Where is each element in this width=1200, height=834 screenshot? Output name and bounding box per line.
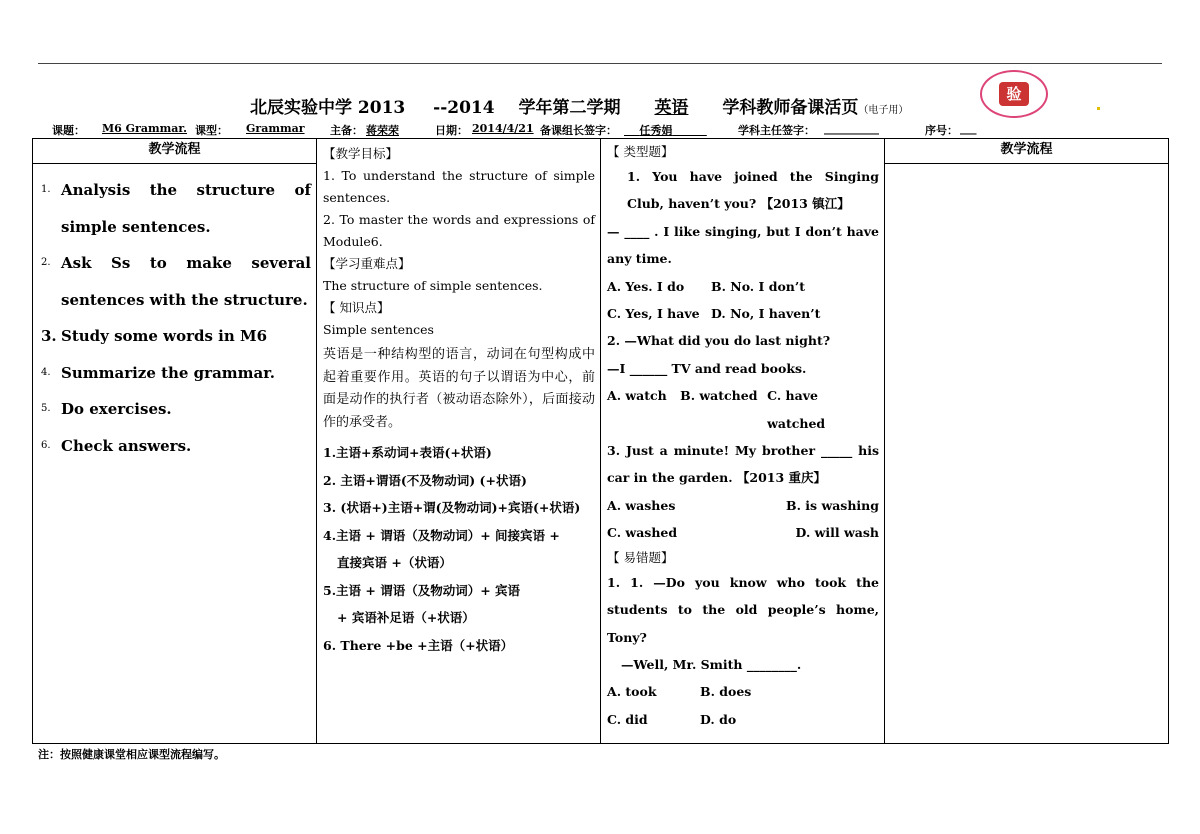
q1-option-b: B. No. I don’t	[711, 278, 806, 294]
q3-option-b: B. is washing	[786, 497, 879, 513]
pattern-2: 2. 主语+谓语(不及物动词) (+状语)	[323, 472, 527, 488]
error-question-1: 1. 1. —Do you know who took the students to the old people’s home, Tony?	[607, 574, 879, 645]
flow-column-right	[885, 139, 1169, 744]
pattern-3: 3. (状语+)主语+谓(及物动词)+宾语(+状语)	[323, 500, 581, 515]
q3-option-a: A. washes	[607, 497, 676, 513]
e1-option-b: B. does	[700, 684, 752, 700]
date-value: 2014/4/21	[472, 122, 534, 135]
topic-label: 课题：	[52, 124, 85, 137]
pattern-5b: + 宾语补足语（+状语）	[337, 610, 475, 625]
title-edition: （电子用）	[858, 105, 909, 116]
q3-option-c: C. washed	[607, 525, 678, 541]
list-item: 1. Analysis the structure of simple sentences.	[41, 181, 311, 236]
goal-1: 1. To understand the structure of simple sentences.	[323, 168, 595, 205]
footnote: 注：按照健康课堂相应课型流程编写。	[38, 748, 225, 761]
top-rule	[38, 63, 1162, 64]
table-row	[33, 139, 1169, 744]
goals-column	[317, 139, 601, 744]
director-value: __________	[824, 122, 879, 135]
e1-option-a: A. took	[607, 684, 657, 700]
list-item: 5. Do exercises.	[41, 400, 172, 418]
q2-option-a: A. watch	[607, 388, 667, 404]
goals-header: 【教学目标】	[323, 146, 399, 161]
title-subject: 英语	[654, 98, 689, 118]
group-leader-label: 备课组长签字：	[540, 124, 617, 137]
type-value: Grammar	[246, 122, 305, 135]
title-school: 北辰实验中学 2013	[250, 98, 406, 118]
knowledge-text: 英语是一种结构型的语言，动词在句型构成中起着重要作用。英语的句子以谓语为中心，前面是动作的执行者（被动语态除外），后面接动作的承受者。	[323, 347, 595, 430]
q1-option-d: D. No, I haven’t	[711, 306, 821, 322]
list-item: 3. Study some words in M6	[41, 327, 268, 345]
question-2-reply: —I ______ TV and read books.	[607, 360, 807, 376]
typical-questions-header: 【 类型题】	[607, 144, 674, 159]
flow-steps-list	[41, 172, 316, 464]
page-title	[250, 93, 908, 118]
serial-label: 序号：	[925, 124, 958, 137]
pattern-5a: 5.主语 + 谓语（及物动词）+ 宾语	[323, 582, 521, 598]
q1-option-a: A. Yes. I do	[607, 278, 685, 294]
title-role: 学科教师备课活页	[722, 98, 859, 118]
group-leader-value: 任秀娟	[639, 124, 673, 137]
focus-text: The structure of simple sentences.	[323, 278, 543, 293]
pattern-4b: 直接宾语 +（状语）	[337, 555, 452, 570]
lesson-plan-table	[32, 138, 1169, 744]
e1-option-c: C. did	[607, 711, 648, 727]
flow-header-right: 教学流程	[885, 139, 1168, 164]
question-1-reply: — ____ . I like singing, but I don’t have any time.	[607, 223, 879, 267]
q2-option-c: C. have watched	[767, 388, 826, 431]
topic-value: M6 Grammar.	[102, 122, 187, 135]
pattern-4a: 4.主语 + 谓语（及物动词）+ 间接宾语 +	[323, 527, 560, 543]
knowledge-header: 【 知识点】	[323, 300, 390, 315]
list-item: 2. Ask Ss to make several sentences with the structure.	[41, 254, 311, 309]
question-1: 1. You have joined the Singing Club, haven’t you? 【2013 镇江】	[627, 169, 879, 212]
knowledge-title: Simple sentences	[323, 322, 434, 337]
focus-header: 【学习重难点】	[323, 256, 411, 271]
goal-2: 2. To master the words and expressions of Module6.	[323, 212, 595, 249]
flow-column	[33, 139, 317, 744]
q2-option-b: B. watched	[680, 388, 758, 404]
decorative-dot	[1097, 107, 1100, 110]
question-3: 3. Just a minute! My brother _____ his car in the garden. 【2013 重庆】	[607, 443, 879, 486]
school-seal-logo: 验	[980, 70, 1048, 118]
serial-value: ___	[960, 122, 977, 135]
list-item: 6. Check answers.	[41, 436, 192, 455]
q1-option-c: C. Yes, I have	[607, 306, 700, 322]
date-label: 日期：	[435, 124, 468, 137]
type-label: 课型：	[195, 124, 228, 137]
e1-option-d: D. do	[700, 711, 737, 727]
question-2: 2. —What did you do last night?	[607, 333, 831, 349]
q3-option-d: D. will wash	[795, 525, 879, 541]
error-prone-header: 【 易错题】	[607, 549, 674, 565]
flow-header-left: 教学流程	[33, 139, 316, 164]
director-label: 学科主任签字：	[738, 124, 815, 137]
pattern-6: 6. There +be +主语（+状语）	[323, 637, 514, 653]
list-item: 4. Summarize the grammar.	[41, 363, 276, 382]
title-year-end: --2014	[433, 98, 495, 118]
title-term: 学年第二学期	[518, 98, 621, 118]
preparer-label: 主备：	[330, 124, 363, 137]
exercises-column	[601, 139, 885, 744]
preparer-value: 蒋荣荣	[366, 124, 399, 137]
error-question-1-reply: —Well, Mr. Smith ________.	[621, 656, 802, 672]
pattern-1: 1.主语+系动词+表语(+状语)	[323, 445, 492, 460]
